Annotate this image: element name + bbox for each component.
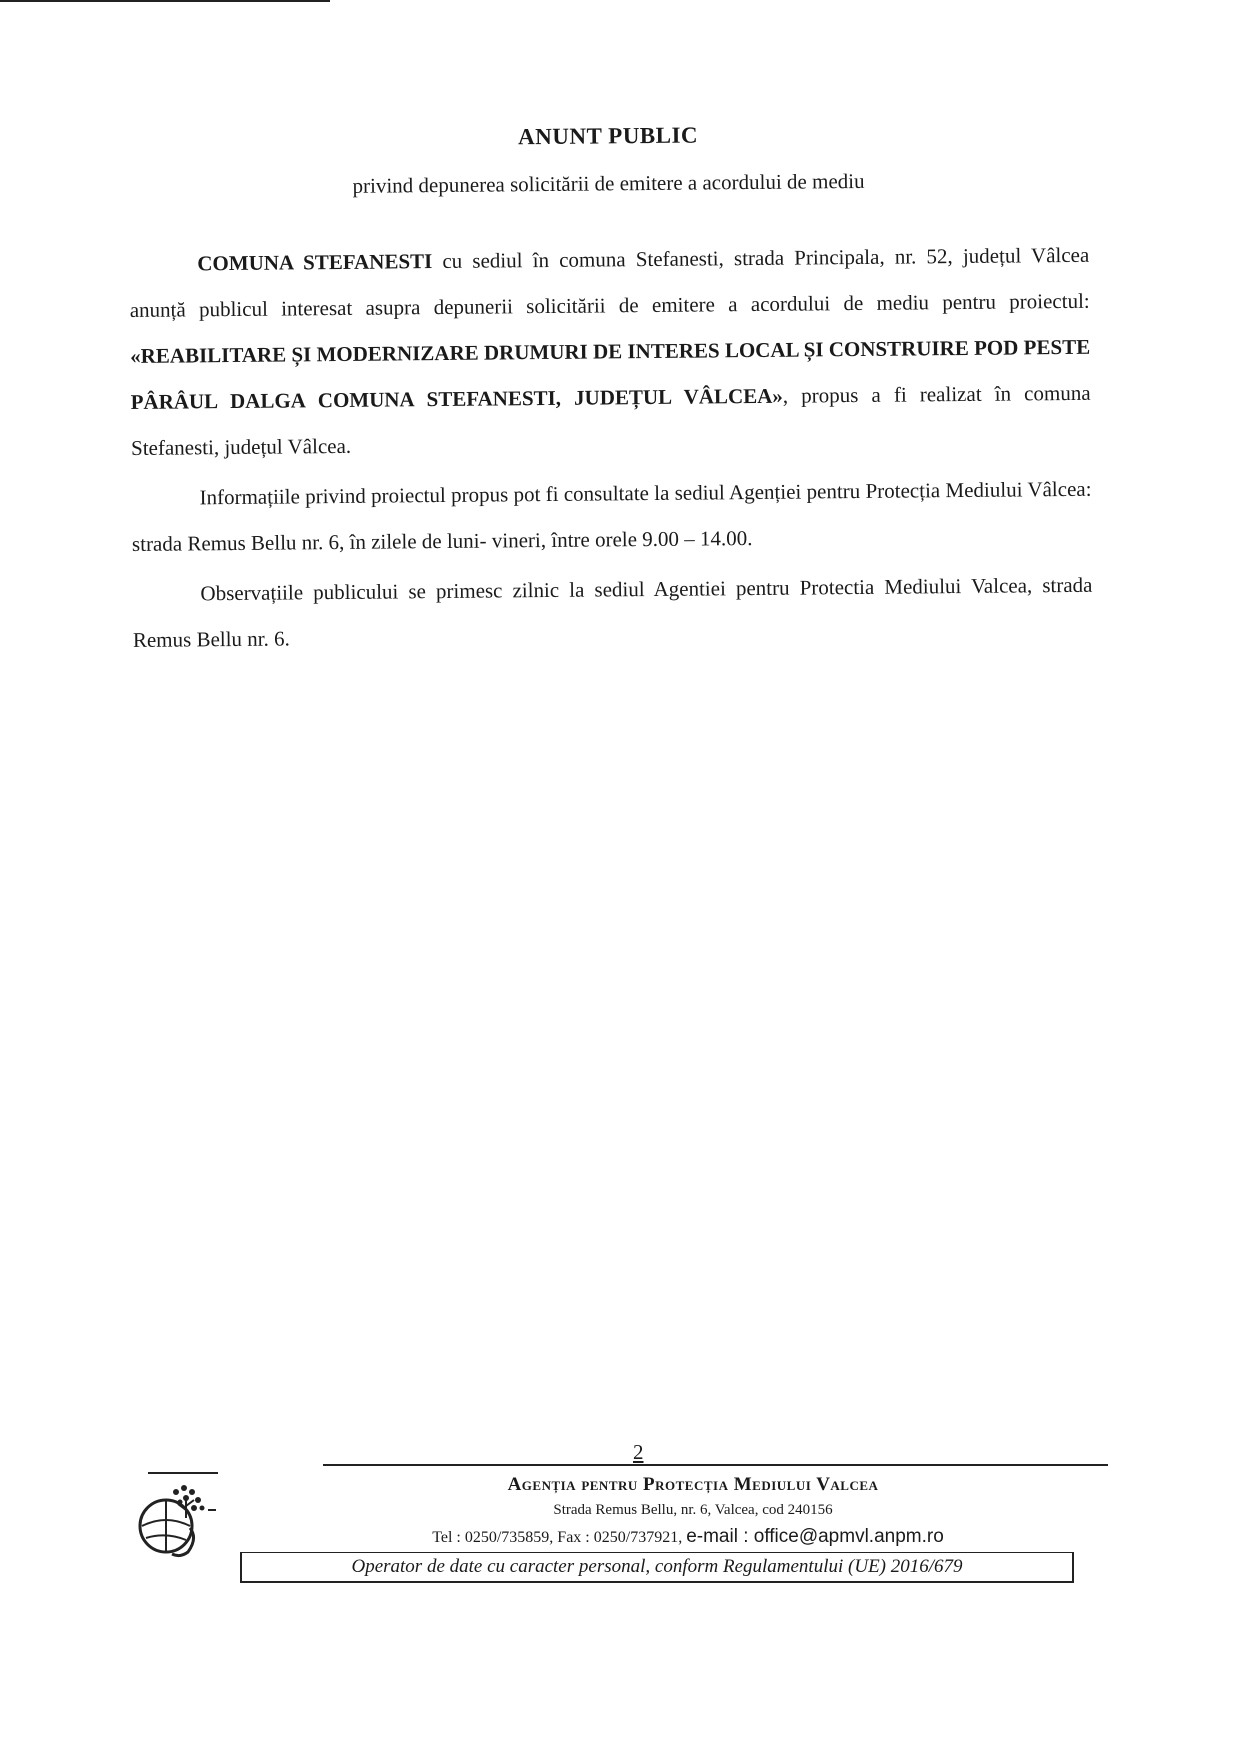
document-page	[128, 119, 1093, 667]
agency-email: e-mail : office@apmvl.anpm.ro	[686, 1526, 944, 1547]
paragraph-information: Informațiile privind proiectul propus pot fi consultate la sediul Agenției pentru Protecția Mediului Vâlcea: strada Remus Bellu nr. 6, în zilele de luni- vineri, între orele 9.00 – 14.00.	[131, 476, 1092, 556]
applicant-name: COMUNA STEFANESTI	[197, 249, 433, 276]
project-name: «REABILITARE ȘI MODERNIZARE DRUMURI DE INTERES LOCAL ȘI CONSTRUIRE POD PESTE PÂRÂUL DALGA COMUNA STEFANESTI, JUDEȚUL VÂLCEA»	[130, 334, 1091, 414]
footer-rule	[323, 1464, 1108, 1466]
data-operator-notice: Operator de date cu caracter personal, conform Regulamentului (UE) 2016/679	[240, 1552, 1074, 1583]
document-title: ANUNT PUBLIC	[517, 122, 699, 150]
announcement-text: cu sediul în comuna Stefanesti, strada Principala, nr. 52, județul Vâlcea anunță publicul interesat asupra depunerii solicitării de emitere a acordului de mediu pentru proiectul:	[129, 242, 1090, 322]
agency-name: Agenția pentru Protecția Mediului Valcea	[507, 1474, 879, 1495]
paragraph-observations: Observațiile publicului se primesc zilnic la sediul Agentiei pentru Protectia Mediului Valcea, strada Remus Bellu nr. 6.	[132, 572, 1093, 652]
paragraph-announcement	[129, 232, 1091, 471]
document-body	[129, 232, 1093, 663]
document-subtitle: privind depunerea solicitării de emitere a acordului de mediu	[352, 168, 865, 198]
announcement-location: , propus a fi realizat în comuna Stefanesti, județul Vâlcea.	[130, 380, 1091, 460]
agency-address: Strada Remus Bellu, nr. 6, Valcea, cod 240156	[553, 1502, 833, 1518]
agency-contact	[328, 1526, 1048, 1548]
footer-rule-left	[148, 1472, 218, 1474]
phone-fax: Tel : 0250/735859, Fax : 0250/737921,	[432, 1529, 687, 1546]
page-number: 2	[633, 1440, 644, 1464]
top-rule	[0, 0, 330, 2]
agency-logo-icon	[128, 1478, 228, 1558]
